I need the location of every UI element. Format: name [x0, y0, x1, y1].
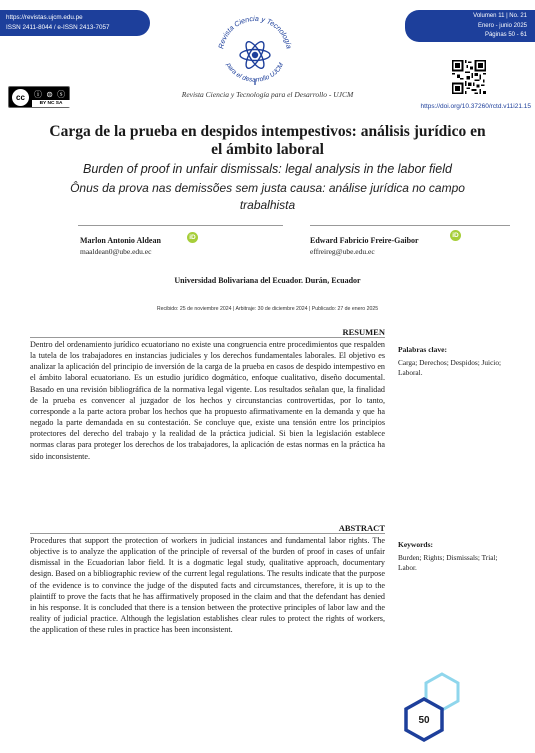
journal-logo — [205, 13, 305, 85]
author-1-rule — [78, 225, 283, 226]
license-text: BY NC SA — [32, 100, 70, 107]
cc-icon: cc — [12, 89, 29, 106]
resumen-rule — [30, 337, 385, 338]
title-pt-line-1: Ônus da prova nas demissões sem justa causa: análise jurídica no campo — [70, 181, 465, 195]
atom-icon — [240, 39, 270, 70]
resumen-heading: RESUMEN — [342, 327, 385, 337]
svg-text:Revista Ciencia y Tecnología — [216, 14, 293, 50]
keywords-es — [398, 345, 508, 378]
header-right-band — [405, 10, 535, 42]
doi-link[interactable]: https://doi.org/10.37260/rctd.v11i21.15 — [420, 103, 531, 110]
keywords-en-text: Burden; Rights; Dismissals; Trial; Labor. — [398, 553, 498, 572]
keywords-es-title: Palabras clave: — [398, 345, 447, 354]
keywords-en — [398, 540, 508, 573]
issn-text: ISSN 2411-8044 / e-ISSN 2413-7057 — [6, 24, 110, 31]
article-title-line-1: Carga de la prueba en despidos intempestivos: análisis jurídico en — [49, 123, 486, 140]
author-1-name: Marlon Antonio Aldean — [80, 236, 161, 245]
article-title-portuguese — [20, 180, 515, 214]
author-2-email[interactable]: effreireg@ube.edu.ec — [310, 247, 375, 256]
author-2-name: Edward Fabricio Freire-Gaibor — [310, 236, 419, 245]
resumen-text: Dentro del ordenamiento jurídico ecuatoriano no existe una congruencia entre procedimientos que respalden la tutela de los trabajadores en instancias judiciales y los derechos fundamentales laborales. El objetivo es analizar la aplicación del principio de inversión de la carga de la prueba en casos de despido intempestivo en el ámbito laboral ecuatoriano. Es un estudio jurídico dogmático, enfoque cualitativo, diseño documental. Basado en una revisión bibliográfica de la normativa legal vigente. Los resultados señalan que, la finalidad de la prueba es convencer al juzgador de los hechos y circunstancias controvertidas, por lo tanto, corresponde a la parte actora probar los hechos que ha propuesto afirmativamente en la demanda y que ha negado la parte demandada en su contestación. Se concluye que, existe una tensión entre los principios protectores del derecho del trabajo y la realidad de la práctica judicial. Si bien la legislación establece normas claras para proteger los derechos de los trabajadores, la aplicación de estas normas en la práctica ha sido inconsistente. — [30, 340, 385, 461]
keywords-es-text: Carga; Derechos; Despidos; Juicio; Laboral. — [398, 358, 502, 377]
date-range-text: Enero - junio 2025 — [477, 22, 527, 29]
logo-bottom-text: para el desarrollo UJCM — [224, 61, 286, 84]
affiliation: Universidad Bolivariana del Ecuador. Durán, Ecuador — [174, 276, 361, 285]
orcid-icon[interactable]: iD — [187, 232, 198, 243]
pages-text: Páginas 50 - 61 — [484, 32, 527, 38]
author-2-rule — [310, 225, 510, 226]
article-title-english: Burden of proof in unfair dismissals: legal analysis in the labor field — [83, 162, 452, 176]
logo-top-text: Revista Ciencia y Tecnología — [216, 13, 294, 50]
header-left-band — [0, 10, 150, 36]
author-1-email[interactable]: maaldean0@ube.edu.ec — [80, 247, 152, 256]
license-icons: ⓘ ⊜ ⓢ — [34, 90, 67, 99]
submission-dates: Recibido: 25 de noviembre 2024 | Arbitraje: 30 de diciembre 2024 | Publicado: 27 de enero 2025 — [156, 306, 379, 312]
qr-code-icon[interactable] — [452, 60, 486, 94]
orcid-icon[interactable]: iD — [450, 230, 461, 241]
article-title — [20, 123, 515, 159]
abstract-heading: ABSTRACT — [338, 523, 385, 533]
title-pt-line-2: trabalhista — [239, 198, 296, 212]
page-number: 50 — [418, 715, 430, 726]
abstract-text: Procedures that support the protection of workers in judicial instances and fundamental labor rights. The objective is to analyze the application of the principle of reversal of the burden of proof in cases of unfair dismissal in the Ecuadorian labor field. It is a dogmatic legal study, qualitative approach, documentary design. Based on a bibliographic review of the current legal regulations. The results indicate that the purpose of the evidence is to convince the judge of the disputed facts and circumstances, therefore, it is up to the plaintiff to prove the facts that he has affirmatively proposed in the claim and that the defendant has denied in his response. It is concluded that there is a tension between the protective principles of labor law and the reality of judicial practice. Although the legislation establishes clear rules to protect the rights of workers, the application of these rules in practice has been inconsistent. — [30, 536, 385, 635]
hexagon-decoration — [400, 672, 470, 747]
volume-text: Volumen 11 | No. 21 — [473, 13, 527, 19]
abstract-rule — [30, 533, 385, 534]
journal-url[interactable]: https://revistas.ujcm.edu.pe — [6, 14, 83, 21]
article-title-line-2: el ámbito laboral — [211, 141, 324, 158]
journal-name: Revista Ciencia y Tecnología para el Desarrollo - UJCM — [181, 90, 354, 99]
keywords-en-title: Keywords: — [398, 540, 433, 549]
